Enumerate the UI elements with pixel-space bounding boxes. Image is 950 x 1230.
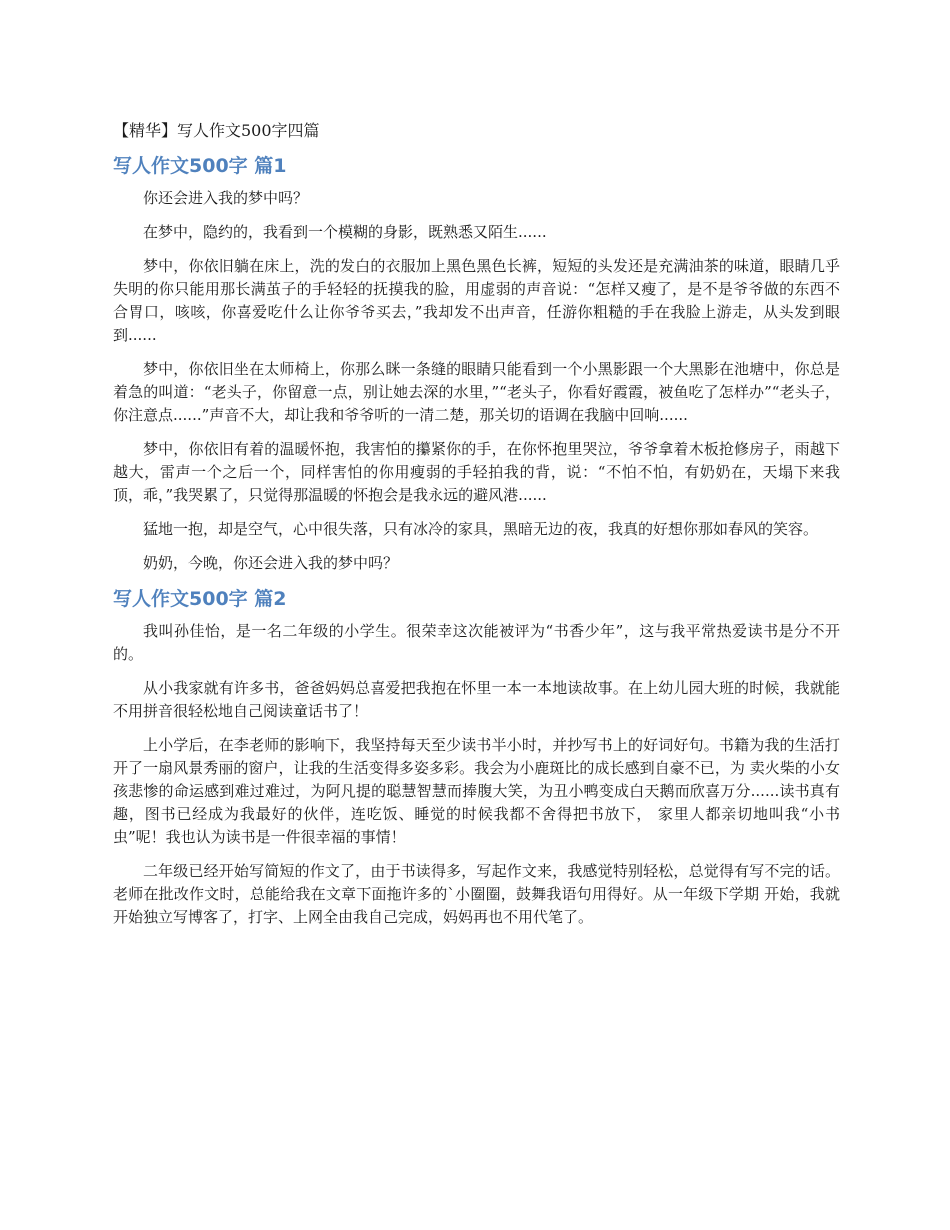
paragraph: 梦中，你依旧坐在太师椅上，你那么眯一条缝的眼睛只能看到一个小黑影跟一个大黑影在池塘中，你总是着急的叫道：“老头子，你留意一点，别让她去深的水里，”“老头子，你看好霞霞，被鱼吃了怎样办”“老头子，你注意点......”声音不大，却让我和爷爷听的一清二楚，那关切的语调在我脑中回响...... xyxy=(113,360,840,424)
paragraph: 梦中，你依旧有着的温暖怀抱，我害怕的攥紧你的手，在你怀抱里哭泣，爷爷拿着木板抢修房子，雨越下越大，雷声一个之后一个，同样害怕的你用瘦弱的手轻拍我的背，说：“不怕不怕，有奶奶在，天塌下来我顶，乖，”我哭累了，只觉得那温暖的怀抱会是我永远的避风港...... xyxy=(113,440,840,504)
paragraph: 从小我家就有许多书，爸爸妈妈总喜爱把我抱在怀里一本一本地读故事。在上幼儿园大班的时候，我就能不用拼音很轻松地自己阅读童话书了！ xyxy=(113,679,840,720)
section-heading: 写人作文500字 篇2 xyxy=(113,588,287,610)
section-heading: 写人作文500字 篇1 xyxy=(113,155,287,177)
paragraph: 二年级已经开始写简短的作文了，由于书读得多，写起作文来，我感觉特别轻松，总觉得有写不完的话。老师在批改作文时，总能给我在文章下面拖许多的`小圈圈，鼓舞我语句用得好。从一年级下学期 开始，我就开始独立写博客了，打字、上网全由我自己完成，妈妈再也不用代笔了。 xyxy=(113,862,840,926)
paragraph: 在梦中，隐约的，我看到一个模糊的身影，既熟悉又陌生...... xyxy=(143,223,547,241)
document-title: 【精华】写人作文500字四篇 xyxy=(113,121,320,140)
paragraph: 上小学后，在李老师的影响下，我坚持每天至少读书半小时，并抄写书上的好词好句。书籍为我的生活打开了一扇风景秀丽的窗户，让我的生活变得多姿多彩。我会为小鹿斑比的成长感到自豪不已，为 卖火柴的小女孩悲惨的命运感到难过难过，为阿凡提的聪慧智慧而捧腹大笑，为丑小鸭变成白天鹅而欣喜万分......读书真有趣，图书已经成为我最好的伙伴，连吃饭、睡觉的时候我都不舍得把书放下， 家里人都亲切地叫我“小书虫”呢！我也认为读书是一件很幸福的事情！ xyxy=(113,736,840,846)
paragraph: 我叫孙佳怡，是一名二年级的小学生。很荣幸这次能被评为“书香少年”，这与我平常热爱读书是分不开的。 xyxy=(113,622,840,663)
section-2 xyxy=(113,586,840,929)
section-1 xyxy=(113,153,840,575)
paragraph: 你还会进入我的梦中吗？ xyxy=(143,189,309,207)
document-body xyxy=(113,119,840,940)
paragraph: 奶奶，今晚，你还会进入我的梦中吗？ xyxy=(143,554,399,572)
paragraph: 猛地一抱，却是空气，心中很失落，只有冰冷的家具，黑暗无边的夜，我真的好想你那如春风的笑容。 xyxy=(143,520,819,538)
paragraph: 梦中，你依旧躺在床上，洗的发白的衣服加上黑色黑色长裤，短短的头发还是充满油茶的味道，眼睛几乎失明的你只能用那长满茧子的手轻轻的抚摸我的脸，用虚弱的声音说：“怎样又瘦了，是不是爷爷做的东西不合胃口，咳咳，你喜爱吃什么让你爷爷买去，”我却发不出声音，任游你粗糙的手在我脸上游走，从头发到眼到...... xyxy=(113,257,840,344)
